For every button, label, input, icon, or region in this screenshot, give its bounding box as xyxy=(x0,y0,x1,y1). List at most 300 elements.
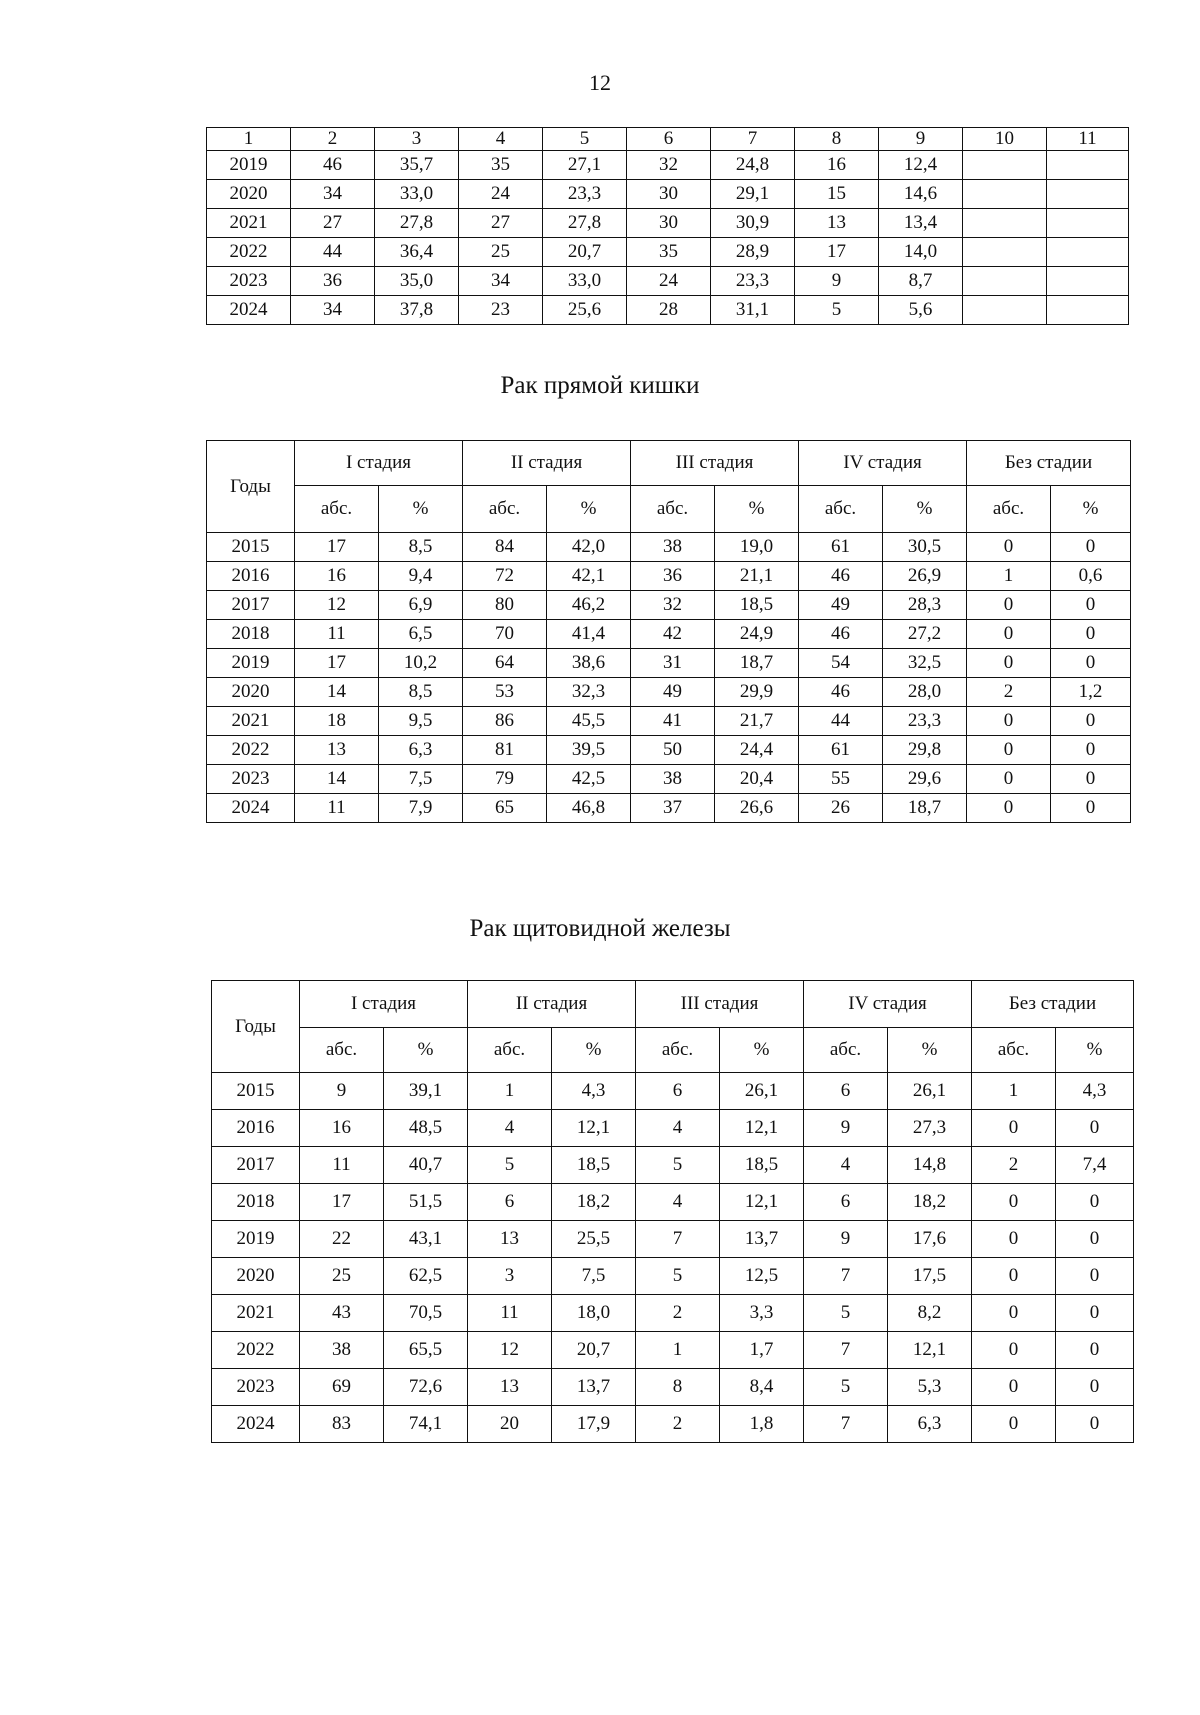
subheader: абс. xyxy=(804,1028,888,1073)
table-cell: 14,6 xyxy=(879,180,963,209)
table-cell: 13,7 xyxy=(720,1221,804,1258)
stage-header: I стадия xyxy=(300,981,468,1028)
table-cell: 9,4 xyxy=(379,562,463,591)
year-cell: 2016 xyxy=(207,562,295,591)
table-cell: 5 xyxy=(804,1369,888,1406)
subheader: % xyxy=(552,1028,636,1073)
table-cell: 23,3 xyxy=(883,707,967,736)
table-cell: 42,5 xyxy=(547,765,631,794)
continued-table xyxy=(206,127,1129,325)
table-cell: 20,7 xyxy=(543,238,627,267)
table-cell: 0 xyxy=(972,1221,1056,1258)
table-cell: 12,4 xyxy=(879,151,963,180)
table-cell: 10,2 xyxy=(379,649,463,678)
table-cell: 26,9 xyxy=(883,562,967,591)
column-number: 3 xyxy=(375,128,459,151)
table-cell: 14 xyxy=(295,765,379,794)
table-cell: 0 xyxy=(1056,1184,1134,1221)
subheader: абс. xyxy=(972,1028,1056,1073)
subheader-row xyxy=(207,486,1131,533)
table-cell: 18,2 xyxy=(888,1184,972,1221)
stage-header: I стадия xyxy=(295,441,463,486)
column-number: 7 xyxy=(711,128,795,151)
stage-header: II стадия xyxy=(463,441,631,486)
table-cell: 2 xyxy=(967,678,1051,707)
table-cell: 72 xyxy=(463,562,547,591)
subheader: абс. xyxy=(295,486,379,533)
rectum-cancer-title: Рак прямой кишки xyxy=(500,372,700,399)
year-cell: 2024 xyxy=(207,794,295,823)
table-cell: 6 xyxy=(804,1073,888,1110)
year-cell: 2023 xyxy=(207,267,291,296)
table-cell: 64 xyxy=(463,649,547,678)
table-cell: 38 xyxy=(300,1332,384,1369)
table-cell: 32,5 xyxy=(883,649,967,678)
subheader: абс. xyxy=(967,486,1051,533)
table-cell: 18,5 xyxy=(715,591,799,620)
year-cell: 2016 xyxy=(212,1110,300,1147)
table-cell: 17 xyxy=(295,533,379,562)
table-cell: 12 xyxy=(468,1332,552,1369)
table-cell: 38 xyxy=(631,765,715,794)
year-cell: 2024 xyxy=(212,1406,300,1443)
table-cell: 0 xyxy=(1051,794,1131,823)
table-cell: 0 xyxy=(967,620,1051,649)
table-cell: 45,5 xyxy=(547,707,631,736)
table-cell: 30 xyxy=(627,209,711,238)
table-cell: 32 xyxy=(627,151,711,180)
table-cell: 30,5 xyxy=(883,533,967,562)
table-row xyxy=(212,1110,1134,1147)
table-cell: 25 xyxy=(300,1258,384,1295)
table-cell: 6,9 xyxy=(379,591,463,620)
table-cell: 36 xyxy=(631,562,715,591)
continued-table-body xyxy=(207,151,1129,325)
table-cell: 18,2 xyxy=(552,1184,636,1221)
table-cell: 61 xyxy=(799,533,883,562)
table-cell: 1,7 xyxy=(720,1332,804,1369)
table-cell: 16 xyxy=(795,151,879,180)
table-cell: 16 xyxy=(295,562,379,591)
table-cell: 30,9 xyxy=(711,209,795,238)
table-cell: 0 xyxy=(1051,765,1131,794)
table-cell: 5 xyxy=(636,1258,720,1295)
table-cell: 1,8 xyxy=(720,1406,804,1443)
table-cell: 1 xyxy=(972,1073,1056,1110)
table-cell: 13 xyxy=(468,1221,552,1258)
stage-header-row xyxy=(212,981,1134,1028)
table-cell: 7 xyxy=(804,1332,888,1369)
year-cell: 2021 xyxy=(212,1295,300,1332)
table-cell: 13 xyxy=(468,1369,552,1406)
table-cell: 46 xyxy=(799,562,883,591)
table-cell: 4 xyxy=(468,1110,552,1147)
table-cell: 16 xyxy=(300,1110,384,1147)
table-cell: 6 xyxy=(804,1184,888,1221)
table-cell: 29,8 xyxy=(883,736,967,765)
table-cell: 39,5 xyxy=(547,736,631,765)
table-cell: 17,5 xyxy=(888,1258,972,1295)
table-cell: 24,4 xyxy=(715,736,799,765)
table-cell: 17,9 xyxy=(552,1406,636,1443)
table-cell: 28,0 xyxy=(883,678,967,707)
table-row xyxy=(207,794,1131,823)
table-cell: 6 xyxy=(468,1184,552,1221)
table-cell: 29,9 xyxy=(715,678,799,707)
table-cell: 0 xyxy=(1051,533,1131,562)
table-cell: 12,1 xyxy=(552,1110,636,1147)
table-cell: 11 xyxy=(468,1295,552,1332)
table-cell: 0 xyxy=(967,736,1051,765)
table-cell: 27 xyxy=(291,209,375,238)
table-cell: 3 xyxy=(468,1258,552,1295)
year-cell: 2023 xyxy=(207,765,295,794)
table-cell: 41 xyxy=(631,707,715,736)
stage-header: IV стадия xyxy=(799,441,967,486)
table-cell: 6,3 xyxy=(888,1406,972,1443)
table-cell: 8,7 xyxy=(879,267,963,296)
table-cell: 25,6 xyxy=(543,296,627,325)
years-header: Годы xyxy=(207,441,295,533)
table-cell: 46 xyxy=(799,678,883,707)
thyroid-cancer-table xyxy=(211,980,1134,1443)
table-cell: 0 xyxy=(967,533,1051,562)
column-number: 2 xyxy=(291,128,375,151)
table-cell: 1 xyxy=(967,562,1051,591)
table-cell: 26 xyxy=(799,794,883,823)
table-cell: 13,4 xyxy=(879,209,963,238)
year-cell: 2022 xyxy=(207,736,295,765)
table-cell: 29,6 xyxy=(883,765,967,794)
table-cell: 8,5 xyxy=(379,533,463,562)
table-cell: 74,1 xyxy=(384,1406,468,1443)
year-cell: 2019 xyxy=(207,649,295,678)
table-cell: 9 xyxy=(300,1073,384,1110)
table-cell: 8,5 xyxy=(379,678,463,707)
table-cell: 5,6 xyxy=(879,296,963,325)
table-cell: 43 xyxy=(300,1295,384,1332)
table-cell: 18,7 xyxy=(883,794,967,823)
table-cell: 27,1 xyxy=(543,151,627,180)
table-row xyxy=(212,1147,1134,1184)
table-cell: 4 xyxy=(636,1110,720,1147)
stage-header: IV стадия xyxy=(804,981,972,1028)
table-cell: 19,0 xyxy=(715,533,799,562)
table-cell: 0 xyxy=(1051,591,1131,620)
column-number-row xyxy=(207,128,1129,151)
table-cell: 18 xyxy=(295,707,379,736)
table-cell: 44 xyxy=(291,238,375,267)
table-cell xyxy=(963,180,1047,209)
table-cell: 35 xyxy=(459,151,543,180)
table-cell xyxy=(1047,238,1129,267)
table-cell: 34 xyxy=(459,267,543,296)
table-cell: 46,8 xyxy=(547,794,631,823)
table-cell: 42 xyxy=(631,620,715,649)
table-cell: 34 xyxy=(291,296,375,325)
table-cell: 27,2 xyxy=(883,620,967,649)
table-cell: 26,6 xyxy=(715,794,799,823)
table-cell: 17 xyxy=(300,1184,384,1221)
year-cell: 2017 xyxy=(207,591,295,620)
table-cell: 44 xyxy=(799,707,883,736)
table-cell: 0 xyxy=(1056,1221,1134,1258)
table-cell: 6,3 xyxy=(379,736,463,765)
table-cell: 24 xyxy=(459,180,543,209)
table-row xyxy=(207,267,1129,296)
year-cell: 2015 xyxy=(212,1073,300,1110)
subheader: % xyxy=(384,1028,468,1073)
table-cell: 84 xyxy=(463,533,547,562)
subheader: % xyxy=(888,1028,972,1073)
table-row xyxy=(212,1406,1134,1443)
table-cell: 0 xyxy=(972,1406,1056,1443)
table-cell: 0 xyxy=(1051,707,1131,736)
table-cell: 34 xyxy=(291,180,375,209)
table-cell: 25 xyxy=(459,238,543,267)
table-row xyxy=(212,1221,1134,1258)
table-cell xyxy=(963,209,1047,238)
column-number: 1 xyxy=(207,128,291,151)
subheader: абс. xyxy=(463,486,547,533)
table-cell: 29,1 xyxy=(711,180,795,209)
table-cell: 0 xyxy=(967,765,1051,794)
table-cell xyxy=(1047,180,1129,209)
table-cell: 7 xyxy=(636,1221,720,1258)
table-cell: 27,8 xyxy=(543,209,627,238)
table-row xyxy=(207,620,1131,649)
table-row xyxy=(207,180,1129,209)
table-cell: 70 xyxy=(463,620,547,649)
table-cell: 18,5 xyxy=(552,1147,636,1184)
subheader: абс. xyxy=(631,486,715,533)
table-row xyxy=(207,765,1131,794)
table-cell: 18,5 xyxy=(720,1147,804,1184)
table-cell: 6 xyxy=(636,1073,720,1110)
year-cell: 2020 xyxy=(207,180,291,209)
subheader: % xyxy=(379,486,463,533)
table-cell: 3,3 xyxy=(720,1295,804,1332)
table-cell: 62,5 xyxy=(384,1258,468,1295)
table-cell: 14,8 xyxy=(888,1147,972,1184)
table-cell: 41,4 xyxy=(547,620,631,649)
stage-header: III стадия xyxy=(636,981,804,1028)
table-cell: 13 xyxy=(295,736,379,765)
table-cell: 8 xyxy=(636,1369,720,1406)
table-cell: 1,2 xyxy=(1051,678,1131,707)
subheader: % xyxy=(720,1028,804,1073)
table-row xyxy=(212,1258,1134,1295)
table-row xyxy=(207,707,1131,736)
table-cell: 8,2 xyxy=(888,1295,972,1332)
table-cell: 65,5 xyxy=(384,1332,468,1369)
table-row xyxy=(212,1073,1134,1110)
table-cell xyxy=(1047,267,1129,296)
table-cell: 0 xyxy=(1051,649,1131,678)
table-cell: 4 xyxy=(636,1184,720,1221)
table-cell: 28,9 xyxy=(711,238,795,267)
table-row xyxy=(207,736,1131,765)
table-cell: 0,6 xyxy=(1051,562,1131,591)
year-cell: 2024 xyxy=(207,296,291,325)
year-cell: 2017 xyxy=(212,1147,300,1184)
table-cell: 37 xyxy=(631,794,715,823)
table-cell: 31,1 xyxy=(711,296,795,325)
table-cell: 11 xyxy=(295,794,379,823)
table-cell: 48,5 xyxy=(384,1110,468,1147)
table-cell: 12,5 xyxy=(720,1258,804,1295)
table-cell: 79 xyxy=(463,765,547,794)
table-cell: 35,0 xyxy=(375,267,459,296)
table-row xyxy=(207,533,1131,562)
table-cell: 46 xyxy=(291,151,375,180)
stage-header: Без стадии xyxy=(967,441,1131,486)
table-cell: 0 xyxy=(972,1110,1056,1147)
year-cell: 2021 xyxy=(207,209,291,238)
table-cell: 55 xyxy=(799,765,883,794)
table-cell: 0 xyxy=(1051,620,1131,649)
table-cell: 2 xyxy=(972,1147,1056,1184)
table-cell: 39,1 xyxy=(384,1073,468,1110)
table-cell: 17,6 xyxy=(888,1221,972,1258)
table-cell: 5 xyxy=(795,296,879,325)
table-cell: 5 xyxy=(804,1295,888,1332)
table-cell: 36 xyxy=(291,267,375,296)
table-row xyxy=(212,1295,1134,1332)
table-cell xyxy=(1047,151,1129,180)
table-cell: 1 xyxy=(636,1332,720,1369)
year-cell: 2021 xyxy=(207,707,295,736)
column-number: 4 xyxy=(459,128,543,151)
subheader: % xyxy=(547,486,631,533)
table-cell: 36,4 xyxy=(375,238,459,267)
table-cell: 65 xyxy=(463,794,547,823)
rectum-cancer-table-body xyxy=(207,533,1131,823)
table-cell: 17 xyxy=(295,649,379,678)
table-cell xyxy=(963,267,1047,296)
table-cell: 7 xyxy=(804,1406,888,1443)
table-cell: 4 xyxy=(804,1147,888,1184)
table-cell: 22 xyxy=(300,1221,384,1258)
table-cell: 70,5 xyxy=(384,1295,468,1332)
table-cell: 0 xyxy=(972,1295,1056,1332)
page-number: 12 xyxy=(589,70,611,95)
table-cell: 72,6 xyxy=(384,1369,468,1406)
table-cell: 0 xyxy=(1056,1369,1134,1406)
table-cell: 4,3 xyxy=(552,1073,636,1110)
table-cell: 42,0 xyxy=(547,533,631,562)
table-cell: 61 xyxy=(799,736,883,765)
table-cell: 0 xyxy=(967,794,1051,823)
table-row xyxy=(207,209,1129,238)
year-cell: 2020 xyxy=(212,1258,300,1295)
table-cell: 7,4 xyxy=(1056,1147,1134,1184)
year-cell: 2019 xyxy=(212,1221,300,1258)
table-cell: 86 xyxy=(463,707,547,736)
table-cell: 27,8 xyxy=(375,209,459,238)
table-cell: 20 xyxy=(468,1406,552,1443)
year-cell: 2018 xyxy=(207,620,295,649)
table-cell: 5 xyxy=(468,1147,552,1184)
table-cell: 14,0 xyxy=(879,238,963,267)
table-cell: 54 xyxy=(799,649,883,678)
table-cell: 0 xyxy=(972,1332,1056,1369)
subheader: абс. xyxy=(799,486,883,533)
table-cell: 0 xyxy=(1056,1295,1134,1332)
rectum-cancer-table xyxy=(206,440,1131,823)
table-cell: 50 xyxy=(631,736,715,765)
subheader: % xyxy=(883,486,967,533)
table-cell: 0 xyxy=(1056,1258,1134,1295)
table-cell: 51,5 xyxy=(384,1184,468,1221)
table-cell xyxy=(963,238,1047,267)
table-cell: 20,4 xyxy=(715,765,799,794)
table-cell: 0 xyxy=(1056,1332,1134,1369)
table-cell: 12,1 xyxy=(720,1184,804,1221)
table-cell: 9 xyxy=(795,267,879,296)
table-cell: 0 xyxy=(1056,1110,1134,1147)
table-cell: 26,1 xyxy=(888,1073,972,1110)
table-cell: 9,5 xyxy=(379,707,463,736)
table-cell: 2 xyxy=(636,1295,720,1332)
table-cell: 2 xyxy=(636,1406,720,1443)
table-cell: 40,7 xyxy=(384,1147,468,1184)
table-cell: 53 xyxy=(463,678,547,707)
table-cell: 27 xyxy=(459,209,543,238)
table-cell: 24,8 xyxy=(711,151,795,180)
table-row xyxy=(207,151,1129,180)
table-cell: 20,7 xyxy=(552,1332,636,1369)
table-cell: 0 xyxy=(1051,736,1131,765)
table-cell xyxy=(1047,209,1129,238)
table-cell xyxy=(1047,296,1129,325)
stage-header: III стадия xyxy=(631,441,799,486)
subheader: % xyxy=(1056,1028,1134,1073)
year-cell: 2019 xyxy=(207,151,291,180)
table-cell: 23,3 xyxy=(711,267,795,296)
table-cell: 46 xyxy=(799,620,883,649)
table-cell: 0 xyxy=(972,1184,1056,1221)
table-cell: 46,2 xyxy=(547,591,631,620)
table-cell: 9 xyxy=(804,1110,888,1147)
subheader: % xyxy=(715,486,799,533)
table-cell: 28,3 xyxy=(883,591,967,620)
table-cell: 38 xyxy=(631,533,715,562)
table-cell: 49 xyxy=(631,678,715,707)
table-cell: 18,0 xyxy=(552,1295,636,1332)
table-cell: 43,1 xyxy=(384,1221,468,1258)
table-cell: 26,1 xyxy=(720,1073,804,1110)
year-cell: 2022 xyxy=(207,238,291,267)
subheader: абс. xyxy=(300,1028,384,1073)
stage-header: Без стадии xyxy=(972,981,1134,1028)
table-cell: 25,5 xyxy=(552,1221,636,1258)
table-cell: 4,3 xyxy=(1056,1073,1134,1110)
table-row xyxy=(212,1369,1134,1406)
table-cell: 0 xyxy=(972,1369,1056,1406)
subheader: абс. xyxy=(636,1028,720,1073)
table-cell xyxy=(963,296,1047,325)
table-cell: 33,0 xyxy=(375,180,459,209)
table-cell xyxy=(963,151,1047,180)
table-cell: 49 xyxy=(799,591,883,620)
table-cell: 0 xyxy=(967,591,1051,620)
table-cell: 0 xyxy=(967,707,1051,736)
table-row xyxy=(212,1184,1134,1221)
table-cell: 37,8 xyxy=(375,296,459,325)
table-cell: 7 xyxy=(804,1258,888,1295)
year-cell: 2022 xyxy=(212,1332,300,1369)
